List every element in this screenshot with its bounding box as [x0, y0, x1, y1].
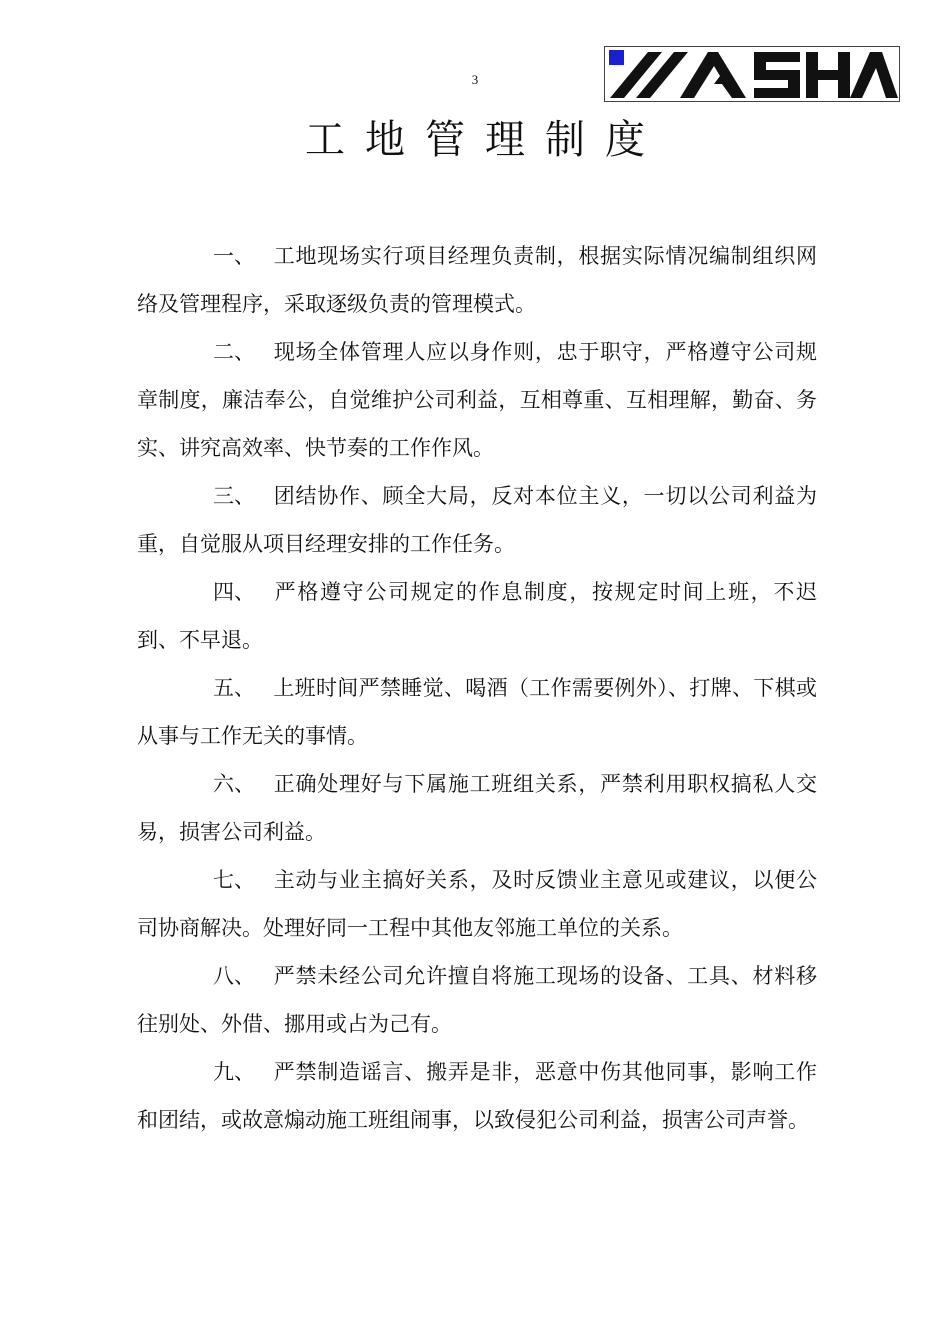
- document-title: 工地管理制度: [305, 117, 665, 163]
- clause-text: 团结协作、顾全大局，反对本位主义，一切以公司利益为重，自觉服从项目经理安排的工作任务。: [137, 484, 817, 556]
- clause-5: [137, 664, 817, 760]
- clause-2: [137, 328, 817, 472]
- clause-number: 六、: [213, 772, 255, 796]
- clause-3: [137, 472, 817, 568]
- clause-number: 八、: [213, 964, 255, 988]
- clause-1: [137, 232, 817, 328]
- clause-number: 二、: [213, 340, 255, 364]
- clause-text: 严格遵守公司规定的作息制度，按规定时间上班，不迟到、不早退。: [137, 580, 817, 652]
- clause-8: [137, 952, 817, 1048]
- clause-text: 主动与业主搞好关系，及时反馈业主意见或建议，以便公司协商解决。处理好同一工程中其他友邻施工单位的关系。: [137, 868, 817, 940]
- clause-9: [137, 1048, 817, 1144]
- clause-4: [137, 568, 817, 664]
- clause-text: 上班时间严禁睡觉、喝酒（工作需要例外）、打牌、下棋或从事与工作无关的事情。: [137, 676, 817, 748]
- clause-number: 九、: [213, 1060, 255, 1084]
- clause-text: 现场全体管理人应以身作则，忠于职守，严格遵守公司规章制度，廉洁奉公，自觉维护公司利益，互相尊重、互相理解，勤奋、务实、讲究高效率、快节奏的工作作风。: [137, 340, 817, 460]
- clause-text: 严禁制造谣言、搬弄是非，恶意中伤其他同事，影响工作和团结，或故意煽动施工班组闹事，以致侵犯公司利益，损害公司声誉。: [137, 1060, 817, 1132]
- clause-text: 正确处理好与下属施工班组关系，严禁利用职权搞私人交易，损害公司利益。: [137, 772, 817, 844]
- clause-text: 工地现场实行项目经理负责制，根据实际情况编制组织网络及管理程序，采取逐级负责的管理模式。: [137, 244, 817, 316]
- clause-number: 三、: [213, 484, 255, 508]
- page-number: 3: [471, 72, 479, 87]
- clause-number: 一、: [213, 244, 255, 268]
- clause-6: [137, 760, 817, 856]
- clause-text: 严禁未经公司允许擅自将施工现场的设备、工具、材料移往别处、外借、挪用或占为己有。: [137, 964, 817, 1036]
- clause-number: 七、: [213, 868, 255, 892]
- clause-number: 四、: [213, 580, 255, 604]
- clause-7: [137, 856, 817, 952]
- document-body: [137, 232, 817, 1144]
- yasha-logo: [604, 46, 900, 102]
- clause-number: 五、: [213, 676, 255, 700]
